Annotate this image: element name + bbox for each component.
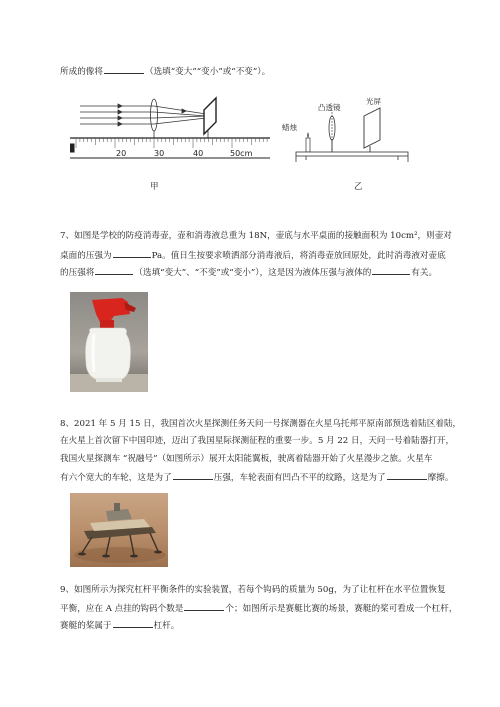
q8-line4-pre: 有六个宽大的车轮，这是为了 bbox=[60, 473, 172, 483]
q9-line3-post: 杠杆。 bbox=[153, 621, 180, 631]
q9-line-1: 9、如图所示为探究杠杆平衡条件的实验装置，若每个钩码的质量为 50g，为了让杠杆在水平位置恢复 bbox=[60, 585, 446, 595]
q8-friction-blank[interactable] bbox=[387, 470, 427, 480]
q6-tail-post: （选填“变大”“变小”或“不变”）。 bbox=[144, 67, 271, 77]
candle-label: 蜡烛 bbox=[282, 123, 297, 132]
figure-yi-caption: 乙 bbox=[354, 182, 363, 192]
q7-factor-blank[interactable] bbox=[372, 265, 410, 275]
figure-jia-lens-ruler bbox=[70, 92, 270, 168]
q6-tail-line bbox=[60, 64, 270, 78]
q7-line3-post: 有关。 bbox=[411, 268, 438, 278]
q8-line-3: 我国火星探测车 “祝融号”（如图所示）展开太阳能翼板，驶离着陆器开始了火星漫步之旅。火星车 bbox=[60, 454, 433, 464]
q9-line2-pre: 平衡，应在 A 点挂的钩码个数是 bbox=[60, 604, 184, 614]
q8-line4-post: 摩擦。 bbox=[427, 473, 454, 483]
q9-count-blank[interactable] bbox=[184, 601, 224, 611]
ruler-label-40: 40 bbox=[193, 149, 204, 158]
ruler-label-20: 20 bbox=[116, 149, 127, 158]
q8-pressure-blank[interactable] bbox=[173, 470, 213, 480]
q8-line4-mid: 压强，车轮表面有凹凸不平的纹路，这是为了 bbox=[213, 473, 386, 483]
q7-line3-mid: （选填“变大”、“不变”或“变小”），这是因为液体压强与液体的 bbox=[134, 268, 372, 278]
q6-answer-blank[interactable] bbox=[104, 64, 144, 74]
ruler-labels bbox=[116, 149, 253, 158]
figure-jia-caption: 甲 bbox=[150, 182, 159, 192]
q7-line-1: 7、如图是学校的防疫消毒壶，壶和消毒液总重为 18N，壶底与水平桌面的接触面积为 10cm²，则壶对 bbox=[60, 231, 452, 241]
sprayer-photo bbox=[70, 292, 148, 392]
q9-line3-pre: 赛艇的桨属于 bbox=[60, 621, 112, 631]
q7-line-3 bbox=[60, 265, 437, 279]
q7-line2-post: Pa。值日生按要求喷洒部分消毒液后，将消毒壶放回原处，此时消毒液对壶底 bbox=[151, 251, 446, 261]
figure-yi-optical-bench bbox=[282, 92, 412, 164]
screen-label: 光屏 bbox=[366, 97, 381, 106]
q8-line-1: 8、2021 年 5 月 15 日，我国首次火星探测任务天问一号探测器在火星乌托邦平原南部预选着陆区着陆， bbox=[60, 419, 462, 429]
light-screen bbox=[204, 98, 216, 134]
candle-flame bbox=[307, 132, 309, 138]
ruler-label-50cm: 50cm bbox=[230, 149, 253, 158]
q9-lever-type-blank[interactable] bbox=[113, 618, 153, 628]
q8-line-4 bbox=[60, 470, 453, 484]
q9-line2-post: 个；如图所示是赛艇比赛的场景，赛艇的桨可看成一个杠杆， bbox=[225, 604, 458, 614]
parallel-light-rays bbox=[80, 104, 206, 126]
ruler-label-30: 30 bbox=[154, 149, 165, 158]
mars-rover-photo bbox=[70, 493, 168, 567]
candle bbox=[306, 138, 310, 152]
q8-line-2: 在火星上首次留下中国印迹，迈出了我国星际探测征程的重要一步。5 月 22 日，天问一号着陆器打开， bbox=[60, 436, 455, 446]
q9-line-2 bbox=[60, 601, 457, 615]
q7-change-blank[interactable] bbox=[95, 265, 133, 275]
q9-line-3 bbox=[60, 618, 179, 632]
q7-line2-pre: 桌面的压强为 bbox=[60, 251, 112, 261]
lens-label: 凸透镜 bbox=[318, 103, 341, 112]
yi-light-screen bbox=[364, 108, 380, 148]
ruler-ticks bbox=[76, 138, 267, 148]
q7-pressure-blank[interactable] bbox=[113, 248, 151, 258]
q7-line3-pre: 的压强将 bbox=[60, 268, 95, 278]
convex-lens bbox=[151, 99, 158, 131]
q7-line-2 bbox=[60, 248, 446, 262]
q6-tail-pre: 所成的像将 bbox=[60, 67, 103, 77]
optical-bench bbox=[296, 152, 408, 156]
